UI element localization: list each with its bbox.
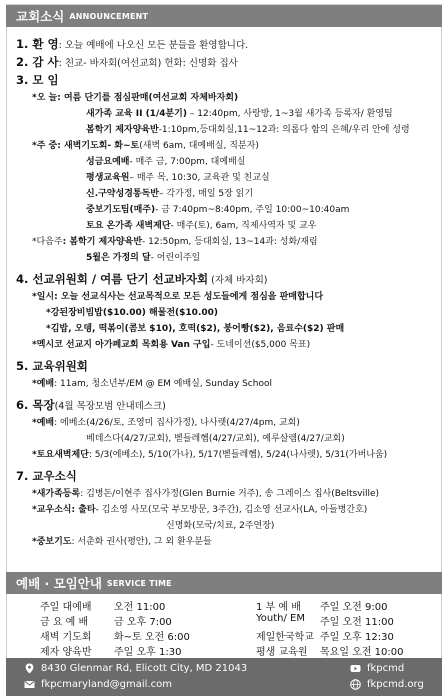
- mission-c: *김밥, 오뎅, 떡볶이(콤보 $10), 호떡($2), 붕어빵($2), 음료수($2) 판매: [46, 324, 345, 334]
- meeting-today-a-title: 새가족 교육 II (1/4분기): [86, 109, 187, 119]
- section-welcome-title: 1. 환 영: [16, 37, 59, 51]
- service-row: [256, 628, 394, 643]
- meeting-week-c: [14, 186, 438, 202]
- meeting-week-b-title: 평생교육원: [86, 173, 130, 183]
- meeting-next: [14, 234, 438, 250]
- meeting-today-b: [14, 122, 438, 138]
- members-c-label: *중보기도: [32, 537, 72, 547]
- meeting-week-text: (새벽 6am, 대예배실, 직분자): [139, 141, 259, 151]
- cell-c-label: *토요새벽제단: [32, 450, 89, 460]
- members-b-label: *교우소식: 출타: [32, 505, 96, 515]
- education-a-text: : 11am, 청소년부/EM @ EM 예배실, Sunday School: [54, 379, 272, 389]
- meeting-week-a: [14, 154, 438, 170]
- meeting-next-label: *다음주: [32, 237, 63, 247]
- meeting-week-e-text: - 매주(토), 6am, 직제사역자 및 교우: [170, 221, 317, 231]
- members-c-text: : 서춘화 권사(평안), 그 외 환우분들: [71, 537, 212, 547]
- meeting-week-d-text: - 금 7:40pm~8:40pm, 주일 10:00~10:40am: [155, 205, 350, 215]
- meeting-week-e-title: 토요 온가족 새벽제단: [86, 221, 171, 231]
- meeting-week-d: [14, 202, 438, 218]
- meeting-week-b: [14, 170, 438, 186]
- announcement-content: [14, 36, 438, 550]
- mission-a: *일시: 오늘 선교식사는 선교목적으로 모든 성도들에게 점심을 판매합니다: [32, 292, 324, 302]
- mission-d: [14, 337, 438, 353]
- members-a-text: : 김병돈/이현주 집사가정(Glen Burnie 거주), 송 그레이스 집사(Beltsville): [80, 489, 380, 499]
- meeting-next-title: : 봄학기 제자양육반: [62, 237, 143, 247]
- meeting-next-text: - 12:50pm, 등대회실, 13~14과: 성화/재림: [142, 237, 318, 247]
- meeting-today-label: *오 늘: [32, 93, 58, 103]
- meeting-today-text: : 여름 단기를 점심판매(여선교회 자체바자회): [57, 93, 239, 103]
- service-time: 금 오후 7:00: [114, 617, 172, 628]
- meeting-week-a-text: - 매주 금, 7:00pm, 대예배실: [129, 157, 246, 167]
- mission-b: *강된장비빔밥($10.00) 해물전($10.00): [46, 308, 218, 318]
- education-a: [14, 376, 438, 392]
- service-row: [40, 613, 172, 628]
- service-time: 오전 11:00: [114, 602, 166, 613]
- section-cell-title: 6. 목장: [16, 398, 55, 412]
- meeting-week-d-title: 중보기도팀(매주): [86, 205, 156, 215]
- announcement-header: [6, 5, 442, 27]
- cell-c: [14, 447, 438, 463]
- section-cell-subtitle: (4월 목장모범 안내데스크): [54, 401, 166, 412]
- members-b: [14, 502, 438, 518]
- service-row: [256, 643, 404, 658]
- announcement-title-ko: 교회소식: [16, 9, 65, 24]
- section-members-title: 7. 교우소식: [16, 469, 77, 483]
- youtube-link[interactable]: fkpcmd: [367, 663, 405, 674]
- section-mission-subtitle: (자체 바자회): [208, 275, 268, 286]
- service-name: 1 부 예 배: [256, 602, 301, 613]
- youtube-icon: [350, 663, 361, 674]
- section-welcome: [16, 36, 438, 52]
- service-row: [40, 643, 182, 658]
- service-time: 주일 오후 12:30: [320, 632, 394, 643]
- mission-d-text: - 도네이션($5,000 목표): [210, 340, 311, 350]
- members-c: [14, 534, 438, 550]
- mail-icon: [24, 679, 35, 690]
- meeting-next-a-text: - 어린이주일: [150, 253, 201, 263]
- meeting-next-a-title: 5월은 가정의 달: [86, 253, 151, 263]
- meeting-next-a: [14, 250, 438, 266]
- cell-a-label: *예배: [32, 418, 55, 428]
- section-thanks-flowers: 헌화: 신명화 집사: [161, 58, 238, 69]
- service-time: 목요일 오전 10:00: [320, 647, 404, 658]
- meeting-week-title: : 새벽기도회- 화~토: [57, 141, 140, 151]
- announcement-title-en: ANNOUNCEMENT: [69, 11, 149, 21]
- cell-a-text: : 에베소(4/26/토, 조영미 집사가정), 나사렛(4/27/4pm, 교회): [54, 418, 300, 428]
- service-time: 주일 오후 1:30: [114, 647, 182, 658]
- service-row: [40, 598, 166, 613]
- service-name: 금 요 예 배: [40, 617, 89, 628]
- email-row[interactable]: [24, 679, 172, 690]
- meeting-week-e: [14, 218, 438, 234]
- service-name: 새벽 기도회: [40, 632, 92, 643]
- meeting-today-b-text: -1:10pm,등대회실,11~12과: 의롭다 함의 은혜/우리 안에 성령: [158, 125, 410, 135]
- cell-a: [14, 415, 438, 431]
- service-title-ko: 예배 · 모임안내: [16, 576, 102, 591]
- location-pin-icon: [24, 663, 35, 674]
- web-row[interactable]: [350, 679, 424, 690]
- service-time: 주일 오전 9:00: [320, 602, 388, 613]
- service-time: 주일 오전 11:00: [320, 617, 394, 628]
- meeting-today-a-text: – 12:40pm, 사랑방, 1~3월 새가족 등록자/ 환영팀: [187, 109, 393, 119]
- service-row: [40, 628, 190, 643]
- section-education-title: 5. 교육위원회: [16, 359, 88, 373]
- service-time: 화~토 오전 6:00: [114, 632, 190, 643]
- section-mission-title: 4. 선교위원회 / 여름 단기 선교바자회: [16, 272, 209, 286]
- meeting-week-c-text: – 각가정, 매일 5장 읽기: [158, 189, 254, 199]
- members-b-text: - 김소영 사모(모국 부모방문, 3주간), 김소영 선교사(LA, 아들병간호): [95, 505, 368, 515]
- address-text: 8430 Glenmar Rd, Elicott City, MD 21043: [41, 663, 248, 674]
- section-thanks: [16, 54, 438, 70]
- mission-d-title: *멕시코 선교지 아가페교회 목회용 Van 구입: [32, 340, 211, 350]
- service-header: [6, 572, 442, 594]
- meeting-today: [14, 90, 438, 106]
- meeting-week: [14, 138, 438, 154]
- service-name: 평생 교육원: [256, 647, 308, 658]
- email-link[interactable]: fkpcmaryland@gmail.com: [41, 679, 172, 690]
- youtube-row[interactable]: [350, 663, 404, 674]
- section-thanks-title: 2. 감 사: [16, 55, 59, 69]
- meeting-week-a-title: 성금요예배: [86, 157, 130, 167]
- service-name: 제자 양육반: [40, 647, 92, 658]
- education-a-label: *예배: [32, 379, 55, 389]
- cell-b: 베데스다(4/27/교회), 벧들레헴(4/27/교회), 예루살렘(4/27/교회): [86, 434, 345, 444]
- service-row: [256, 613, 394, 628]
- meeting-week-label: *주 중: [32, 141, 58, 151]
- section-thanks-fellowship: : 친교- 바자회(여선교회): [58, 58, 162, 69]
- meeting-week-b-text: – 매주 목, 10:30, 교육관 및 친교실: [129, 173, 270, 183]
- section-mission: [16, 271, 438, 287]
- globe-icon: [350, 679, 361, 690]
- meeting-today-a: [14, 106, 438, 122]
- service-row: [256, 598, 388, 613]
- members-a: [14, 486, 438, 502]
- members-b2: 신명화(모국/치료, 2주연장): [166, 521, 275, 531]
- contact-footer: [6, 658, 442, 696]
- meeting-week-c-title: 신.구약성경통독반: [86, 189, 159, 199]
- section-welcome-text: : 오늘 예배에 나오신 모든 분들을 환영합니다.: [58, 40, 249, 51]
- meeting-today-b-title: 봄학기 제자양육반: [86, 125, 159, 135]
- web-link[interactable]: fkpcmd.org: [367, 679, 424, 690]
- cell-c-text: : 5/3(에베소), 5/10(가나), 5/17(벧들레헴), 5/24(나사렛), 5/31(가버나움): [88, 450, 388, 460]
- service-name: Youth/ EM: [256, 613, 305, 624]
- service-title-en: SERVICE TIME: [106, 578, 172, 588]
- address-row: [24, 663, 247, 674]
- members-a-label: *새가족등록: [32, 489, 81, 499]
- service-name: 주일 대예배: [40, 602, 92, 613]
- section-cell: [16, 397, 438, 413]
- service-name: 제일한국학교: [256, 632, 314, 643]
- section-meetings-title: 3. 모 임: [16, 73, 59, 87]
